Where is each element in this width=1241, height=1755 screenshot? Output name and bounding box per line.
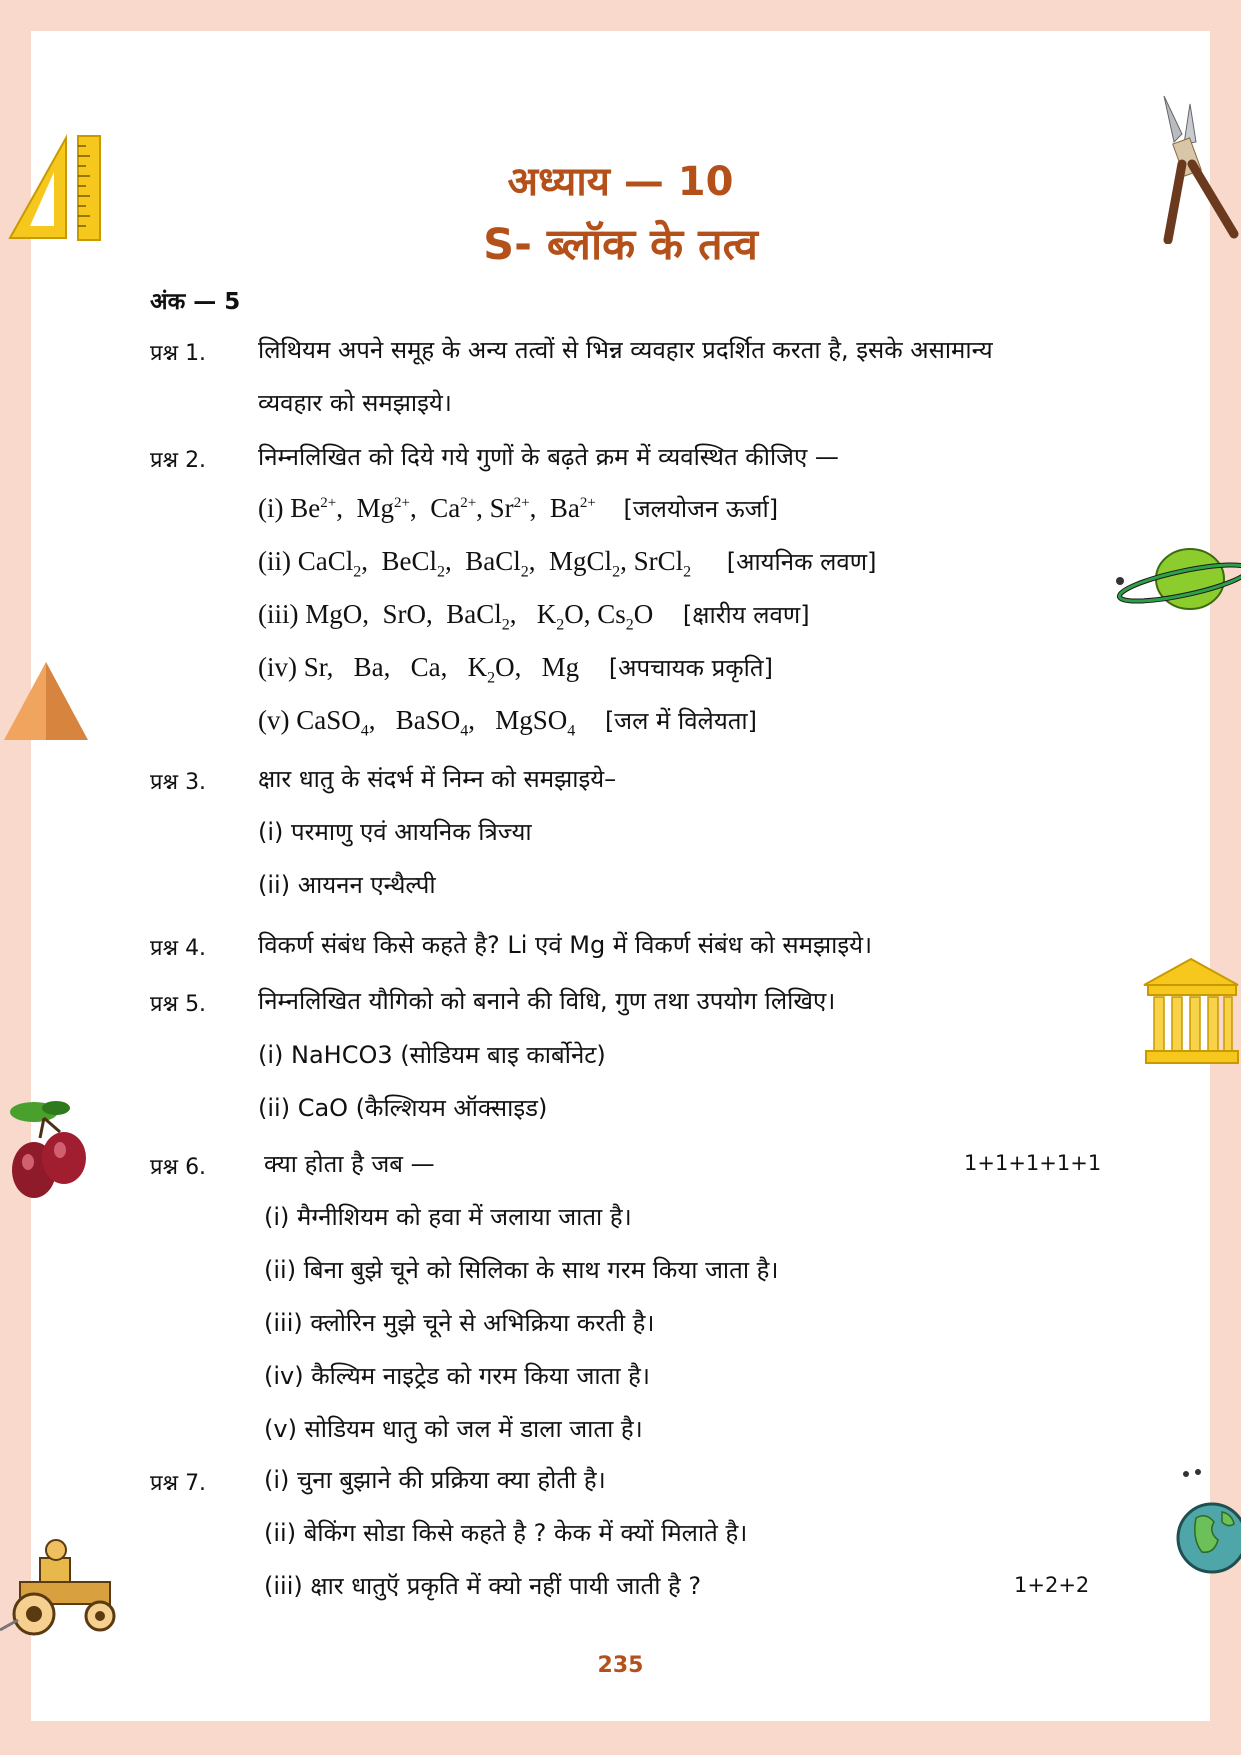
question-label: प्रश्न 3. [150,770,207,795]
question-text: लिथियम अपने समूह के अन्य तत्वों से भिन्न व्यवहार प्रदर्शित करता है, इसके असामान्य [258,336,993,364]
property-note: [आयनिक लवण] [726,548,877,576]
marks-label: अंक — 5 [150,289,241,315]
question-text: क्षार धातु के संदर्भ में निम्न को समझाइये– [258,765,617,793]
property-note: [जल में विलेयता] [604,707,758,735]
formula: (i) $Be^{2+}$, $Mg^{2+}$, $Ca^{2+}$, $Sr^{2+}$, $Ba^{2+}$ [258,493,596,523]
question-text: निम्नलिखित यौगिको को बनाने की विधि, गुण तथा उपयोग लिखिए। [258,987,836,1015]
question-text: (iv) कैल्यिम नाइट्रेड को गरम किया जाता है। [264,1362,651,1390]
question-text: (ii) बिना बुझे चूने को सिलिका के साथ गरम किया जाता है। [264,1256,779,1284]
temple-icon [1142,955,1241,1067]
question-label: प्रश्न 1. [150,341,207,366]
formula: (iv) Sr, Ba, Ca, $K_2O$, Mg [258,652,580,687]
question-label: प्रश्न 6. [150,1155,207,1180]
list-item [258,492,778,525]
property-note: [अपचायक प्रकृति] [608,654,773,682]
question-text: व्यवहार को समझाइये। [258,389,452,417]
formula: (iii) MgO, SrO, BaCl$_2$, $K_2O$, $Cs_2O$ [258,599,654,634]
chapter-subtitle: S- ब्लॉक के तत्व [483,220,758,270]
chapter-title: अध्याय — 10 [507,159,734,205]
question-text: (i) परमाणु एवं आयनिक त्रिज्या [258,818,532,846]
question-text: (ii) बेकिंग सोडा किसे कहते है ? केक में क्यों मिलाते है। [264,1519,748,1547]
property-note: [क्षारीय लवण] [682,601,810,629]
tractor-icon [0,1532,130,1642]
list-item [258,704,757,740]
question-text: (i) NaHCO3 (सोडियम बाइ कार्बोनेट) [258,1041,606,1069]
question-text: (iii) क्लोरिन मुझे चूने से अभिक्रिया करती है। [264,1309,655,1337]
question-marks: 1+1+1+1+1 [964,1151,1102,1175]
globe-icon [1172,1468,1241,1574]
question-text: (ii) आयनन एन्थैल्पी [258,871,436,899]
planet-icon [1114,545,1241,615]
pyramid-icon [2,658,90,744]
question-text: (ii) CaO (कैल्शियम ऑक्साइड) [258,1094,548,1122]
page-number: 235 [597,1653,644,1678]
question-text: निम्नलिखित को दिये गये गुणों के बढ़ते क्रम में व्यवस्थित कीजिए — [258,443,839,471]
list-item [258,651,773,687]
list-item [258,598,810,634]
question-text: विकर्ण संबंध किसे कहते है? Li एवं Mg में विकर्ण संबंध को समझाइये। [258,931,873,959]
list-item [258,545,876,581]
question-marks: 1+2+2 [1014,1573,1090,1597]
question-text: क्या होता है जब — [264,1150,435,1178]
question-label: प्रश्न 7. [150,1471,207,1496]
property-note: [जलयोजन ऊर्जा] [623,495,779,523]
question-text: (iii) क्षार धातुऍ प्रकृति में क्यो नहीं पायी जाती है ? [264,1572,702,1600]
question-text: (i) चुना बुझाने की प्रक्रिया क्या होती है। [264,1466,606,1494]
question-label: प्रश्न 4. [150,936,207,961]
question-text: (i) मैग्नीशियम को हवा में जलाया जाता है। [264,1203,632,1231]
question-label: प्रश्न 5. [150,992,207,1017]
question-text: (v) सोडियम धातु को जल में डाला जाता है। [264,1415,643,1443]
formula: (ii) CaCl$_2$, BeCl$_2$, BaCl$_2$, MgCl$_2$, SrCl$_2$ [258,546,692,581]
formula: (v) CaSO$_4$, BaSO$_4$, MgSO$_4$ [258,705,576,740]
cherries-icon [4,1098,90,1204]
question-label: प्रश्न 2. [150,448,207,473]
